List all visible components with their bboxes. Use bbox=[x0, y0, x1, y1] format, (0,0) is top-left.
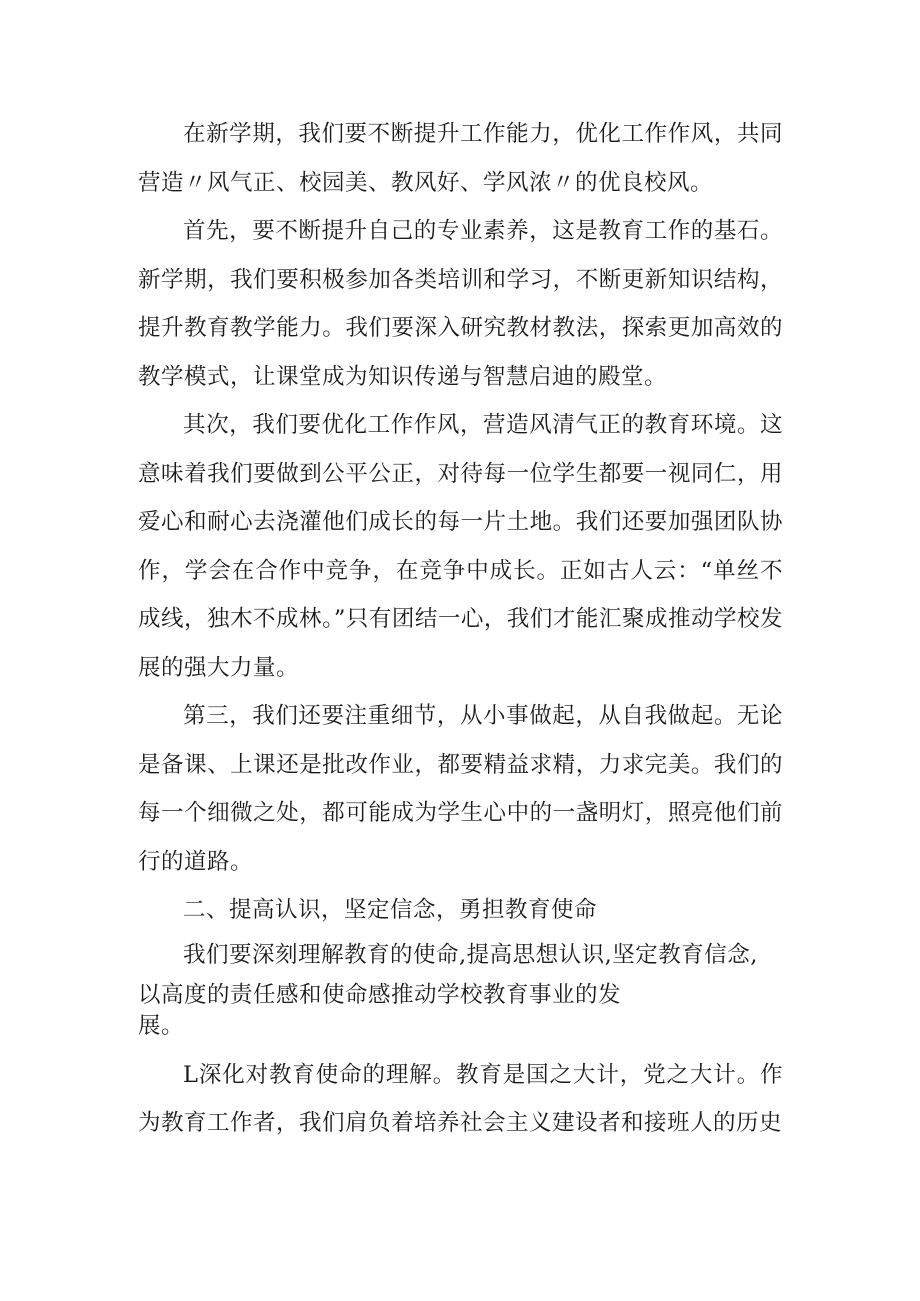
paragraph-work-style: 其次，我们要优化工作作风，营造风清气正的教育环境。这意味着我们要做到公平公正，对待每一位学生都要一视同仁，用爱心和耐心去浇灌他们成长的每一片土地。我们还要加强团队协作，学会在合作中竞争，在竞争中成长。正如古人云：“单丝不成线，独木不成林。”只有团结一心，我们才能汇聚成推动学校发展的强大力量。 bbox=[138, 412, 783, 681]
paragraph-mission-tail: 展。 bbox=[138, 1012, 185, 1039]
paragraph-final: L深化对教育使命的理解。教育是国之大计，党之大计。作为教育工作者，我们肩负着培养社会主义建设者和接班人的历史 bbox=[138, 1061, 783, 1136]
paragraph-mission-line1: 我们要深刻理解教育的使命,提高思想认识,坚定教育信念, bbox=[183, 941, 758, 968]
paragraph-details: 第三，我们还要注重细节，从小事做起，从自我做起。无论是备课、上课还是批改作业，都要精益求精，力求完美。我们的每一个细微之处，都可能成为学生心中的一盏明灯，照亮他们前行的道路。 bbox=[138, 703, 783, 875]
document-body bbox=[138, 110, 783, 1148]
paragraph-new-semester: 在新学期，我们要不断提升工作能力，优化工作作风，共同营造〃风气正、校园美、教风好、学风浓〃的优良校风。 bbox=[138, 121, 783, 196]
section-heading: 二、提高认识，坚定信念，勇担教育使命 bbox=[183, 897, 598, 923]
paragraph-mission-line2: 以高度的责任感和使命感推动学校教育事业的发 bbox=[138, 981, 622, 1008]
paragraph-professional-quality: 首先，要不断提升自己的专业素养，这是教育工作的基石。新学期，我们要积极参加各类培训和学习，不断更新知识结构，提升教育教学能力。我们要深入研究教材教法，探索更加高效的教学模式，让课堂成为知识传递与智慧启迪的殿堂。 bbox=[138, 218, 783, 390]
